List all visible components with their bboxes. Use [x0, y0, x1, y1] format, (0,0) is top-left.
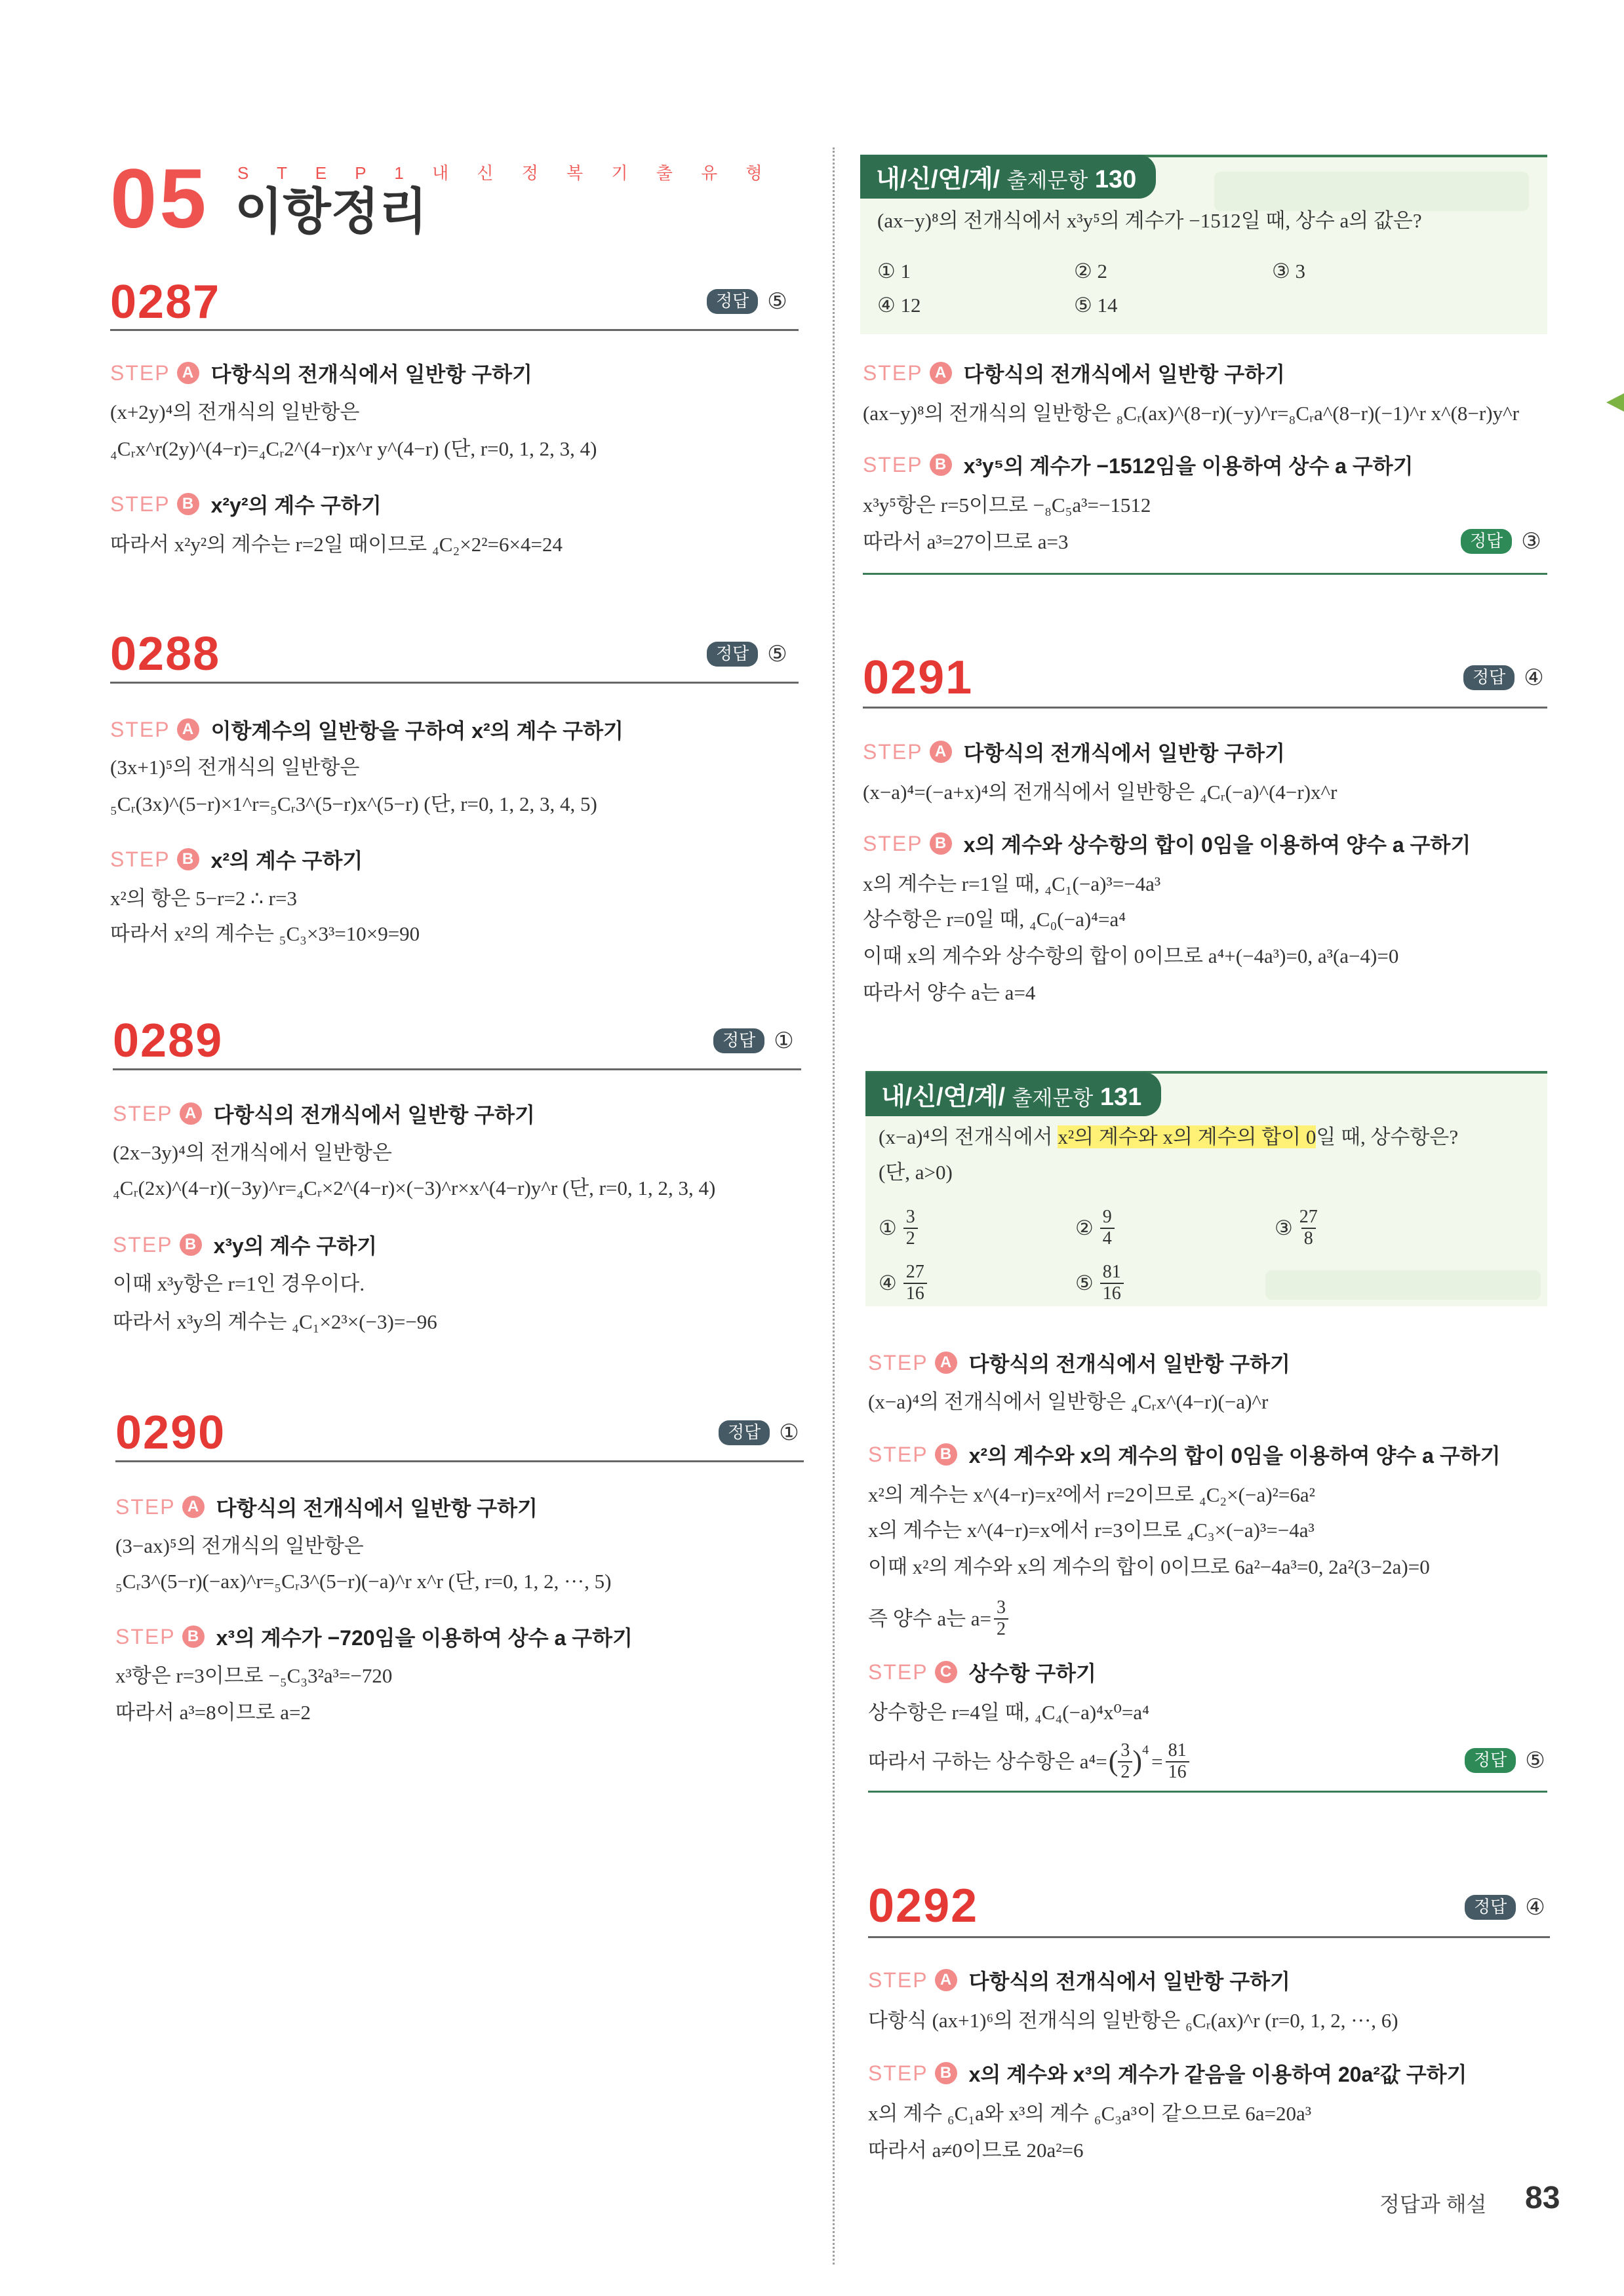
solution-line: (ax−y)⁸의 전개식의 일반항은 ₈Cᵣ(ax)^(8−r)(−y)^r=₈Cᵣa^(8−r)(−1)^r x^(8−r)y^r: [863, 402, 1519, 425]
answer-badge: 정답: [707, 289, 758, 313]
equals-sign: =: [1151, 1750, 1163, 1774]
solution-line: (3−ax)⁵의 전개식의 일반항은: [115, 1534, 364, 1557]
step-label: STEP: [863, 831, 923, 855]
choice-1: [879, 1207, 918, 1249]
question-text: (x−a)⁴의 전개식에서: [879, 1125, 1058, 1148]
solution-line: 이때 x의 계수와 상수항의 합이 0이므로 a⁴+(−4a³)=0, a³(a−4)=0: [863, 944, 1399, 967]
solution-line: 따라서 x³y의 계수는 ₄C₁×2³×(−3)=−96: [113, 1310, 437, 1333]
solution-line: (x+2y)⁴의 전개식의 일반항은: [110, 400, 360, 423]
step-a-0289: [113, 1099, 535, 1129]
solution-line: x의 계수는 x^(4−r)=x에서 r=3이므로 ₄C₃×(−a)³=−4a³: [868, 1519, 1315, 1542]
box-question-condition: (단, a>0): [879, 1161, 953, 1184]
solution-line: ₅Cᵣ(3x)^(5−r)×1^r=₅Cᵣ3^(5−r)x^(5−r) (단, r=0, 1, 2, 3, 4, 5): [110, 792, 597, 815]
step-label: STEP: [863, 739, 923, 764]
question-highlight: x²의 계수와 x의 계수의 합이 0: [1058, 1125, 1317, 1148]
choice-4: ④ 12: [877, 294, 921, 317]
answer-value: ⑤: [767, 642, 787, 667]
fraction: [994, 1598, 1008, 1640]
solution-line: 이때 x³y항은 r=1인 경우이다.: [113, 1272, 365, 1295]
choice-3: ③ 3: [1272, 260, 1306, 282]
solution-line: 상수항은 r=4일 때, ₄C₄(−a)⁴x⁰=a⁴: [868, 1701, 1149, 1724]
denominator: 2: [1118, 1761, 1132, 1783]
step-label: STEP: [868, 1350, 928, 1374]
answer-0291: [1463, 665, 1544, 691]
denominator: 16: [1166, 1761, 1189, 1783]
step-label: STEP: [113, 1101, 173, 1125]
step-label: STEP: [110, 492, 170, 516]
step-badge: A: [935, 1969, 957, 1991]
solution-line: 따라서 a≠0이므로 20a²=6: [868, 2139, 1084, 2162]
solution-line: x²의 항은 5−r=2 ∴ r=3: [110, 887, 297, 910]
choice-fraction: [1100, 1262, 1124, 1304]
step-title: 다항식의 전개식에서 일반항 구하기: [216, 1496, 538, 1520]
step-title: 다항식의 전개식에서 일반항 구하기: [963, 741, 1285, 765]
box-end-rule: [863, 573, 1547, 575]
step-title: 다항식의 전개식에서 일반항 구하기: [968, 1352, 1290, 1376]
step-badge: B: [182, 1625, 205, 1648]
solution-text: 따라서 구하는 상수항은 a⁴=: [868, 1750, 1107, 1774]
solution-line: (3x+1)⁵의 전개식의 일반항은: [110, 756, 360, 779]
box-tag-130: [860, 155, 1156, 199]
step-label: STEP: [110, 717, 170, 741]
page-tab-marker: [1606, 393, 1624, 412]
answer-badge: 정답: [707, 642, 758, 666]
solution-line: [868, 1598, 1008, 1640]
numerator: 3: [997, 1597, 1006, 1618]
box-tag-main: 내/신/연/계/: [876, 166, 1000, 193]
solution-line: [868, 1741, 1189, 1783]
solution-line: 다항식 (ax+1)⁶의 전개식의 일반항은 ₆Cᵣ(ax)^r (r=0, 1, 2, ···, 6): [868, 2009, 1398, 2032]
step-b-0292: [868, 2058, 1467, 2088]
step-title: x²y²의 계수 구하기: [210, 494, 382, 517]
step-a-131: [868, 1348, 1290, 1378]
step-badge: B: [930, 832, 952, 855]
question-text: 일 때, 상수항은?: [1316, 1125, 1459, 1148]
solution-line: ₅Cᵣ3^(5−r)(−ax)^r=₅Cᵣ3^(5−r)(−a)^r x^r (단, r=0, 1, 2, ···, 5): [115, 1570, 612, 1593]
step-title: x³y⁵의 계수가 −1512임을 이용하여 상수 a 구하기: [963, 454, 1414, 478]
problem-rule: [110, 682, 799, 684]
answer-value: ①: [774, 1028, 794, 1053]
answer-value: ④: [1525, 1895, 1545, 1920]
answer-0288: [707, 641, 787, 667]
choice-mark: ④: [879, 1271, 897, 1294]
step-label: STEP: [868, 1442, 928, 1466]
answer-0289: [713, 1028, 794, 1054]
solution-line: x의 계수는 r=1일 때, ₄C₁(−a)³=−4a³: [863, 872, 1161, 895]
numerator: 81: [1102, 1262, 1121, 1282]
numerator: 27: [905, 1262, 924, 1282]
step-c-131: [868, 1657, 1096, 1687]
step-badge: B: [930, 454, 952, 476]
box-tag-main: 내/신/연/계/: [881, 1083, 1006, 1111]
answer-badge: 정답: [1461, 529, 1512, 553]
chapter-title: 이항정리: [235, 184, 427, 240]
step-a-0291: [863, 737, 1285, 767]
box-tag-number: 130: [1094, 166, 1137, 193]
step-badge: A: [180, 1102, 202, 1125]
step-title: 다항식의 전개식에서 일반항 구하기: [963, 362, 1285, 386]
step-a-0290: [115, 1492, 538, 1522]
solution-line: ₄Cᵣ(2x)^(4−r)(−3y)^r=₄Cᵣ×2^(4−r)×(−3)^r×x^(4−r)y^r (단, r=0, 1, 2, 3, 4): [113, 1177, 716, 1199]
solution-line: ₄Cᵣx^r(2y)^(4−r)=₄Cᵣ2^(4−r)x^r y^(4−r) (단, r=0, 1, 2, 3, 4): [110, 437, 597, 460]
answer-0290: [719, 1420, 799, 1446]
answer-131: [1465, 1747, 1545, 1774]
step-badge: C: [935, 1661, 957, 1683]
denominator: 2: [994, 1618, 1008, 1640]
problem-rule: [113, 1068, 801, 1070]
choice-4: [879, 1262, 927, 1304]
step-title: 다항식의 전개식에서 일반항 구하기: [968, 1970, 1290, 1993]
choice-fraction: [1299, 1207, 1318, 1249]
box-tag-131: [865, 1072, 1161, 1116]
chapter-number: 05: [110, 152, 209, 246]
step-b-131: [868, 1439, 1501, 1469]
step-a-0287: [110, 358, 532, 388]
choice-mark: ②: [1075, 1216, 1094, 1239]
step-badge: A: [177, 718, 199, 741]
step-title: 이항계수의 일반항을 구하여 x²의 계수 구하기: [210, 719, 624, 743]
solution-line: x²의 계수는 x^(4−r)=x²에서 r=2이므로 ₄C₂×(−a)²=6a²: [868, 1483, 1315, 1506]
faded-background-panel: [1214, 172, 1529, 211]
problem-rule: [110, 329, 799, 331]
answer-badge: 정답: [719, 1420, 770, 1445]
answer-value: ①: [779, 1420, 799, 1445]
solution-line: x³y⁵항은 r=5이므로 −₈C₅a³=−1512: [863, 494, 1151, 516]
step-b-0289: [113, 1230, 377, 1260]
answer-badge: 정답: [1463, 665, 1515, 690]
problem-number-0290: 0290: [115, 1407, 226, 1459]
box-question: [879, 1125, 1458, 1149]
answer-value: ⑤: [767, 289, 787, 314]
step-badge: B: [177, 848, 199, 870]
answer-value: ③: [1521, 529, 1541, 554]
faded-background-panel: [1265, 1270, 1541, 1300]
step-title: 다항식의 전개식에서 일반항 구하기: [213, 1103, 535, 1127]
step-badge: B: [935, 2062, 957, 2084]
answer-0292: [1465, 1894, 1545, 1920]
solution-line: x³항은 r=3이므로 −₅C₃3²a³=−720: [115, 1664, 393, 1687]
problem-rule: [863, 707, 1547, 709]
fraction: [1118, 1741, 1132, 1783]
numerator: 9: [1102, 1207, 1112, 1227]
box-tag-sub: 출제문항: [1012, 1086, 1094, 1110]
answer-0287: [707, 288, 787, 315]
answer-130: [1461, 528, 1541, 555]
solution-line: 따라서 a³=8이므로 a=2: [115, 1701, 311, 1724]
solution-line: (2x−3y)⁴의 전개식에서 일반항은: [113, 1141, 392, 1164]
solution-text: 즉 양수 a는 a=: [868, 1607, 992, 1631]
step-a-0288: [110, 714, 624, 745]
step-title: x³의 계수가 −720임을 이용하여 상수 a 구하기: [216, 1626, 633, 1650]
choice-2: [1075, 1207, 1115, 1249]
step-title: x³y의 계수 구하기: [213, 1234, 378, 1258]
page-number: 83: [1525, 2181, 1560, 2215]
step-label: STEP: [863, 360, 923, 385]
box-question: (ax−y)⁸의 전개식에서 x³y⁵의 계수가 −1512일 때, 상수 a의 값은?: [877, 209, 1422, 232]
step-label: STEP: [113, 1232, 173, 1256]
step-title: x의 계수와 상수항의 합이 0임을 이용하여 양수 a 구하기: [963, 833, 1471, 857]
box-end-rule: [868, 1791, 1547, 1793]
step-badge: A: [182, 1496, 205, 1518]
step-badge: A: [935, 1352, 957, 1374]
step-label: STEP: [868, 2061, 928, 2085]
denominator: 16: [903, 1283, 927, 1304]
paren-close: ): [1132, 1745, 1143, 1778]
answer-value: ④: [1524, 665, 1544, 690]
solution-line: 상수항은 r=0일 때, ₄C₀(−a)⁴=a⁴: [863, 908, 1126, 931]
step-b-0287: [110, 489, 382, 519]
step-badge: B: [180, 1234, 202, 1256]
denominator: 2: [903, 1228, 918, 1249]
step-title: x²의 계수 구하기: [210, 849, 363, 872]
answer-badge: 정답: [1465, 1895, 1516, 1919]
problem-rule: [868, 1936, 1550, 1938]
chapter-step-label: S T E P 1 내 신 정 복 기 출 유 형: [237, 163, 774, 183]
numerator: 27: [1299, 1207, 1318, 1227]
choice-3: [1275, 1207, 1318, 1249]
problem-number-0292: 0292: [868, 1880, 979, 1932]
numerator: 3: [1120, 1740, 1130, 1761]
step-badge: B: [935, 1443, 957, 1466]
problem-number-0291: 0291: [863, 652, 974, 704]
paren-open: (: [1108, 1745, 1119, 1778]
step-a-130: [863, 358, 1285, 388]
step-label: STEP: [863, 452, 923, 477]
step-label: STEP: [115, 1494, 176, 1519]
choice-fraction: [903, 1207, 918, 1249]
solution-line: 따라서 a³=27이므로 a=3: [863, 530, 1069, 553]
answer-value: ⑤: [1525, 1748, 1545, 1773]
choice-2: ② 2: [1074, 260, 1108, 282]
problem-number-0289: 0289: [113, 1015, 224, 1067]
step-title: x²의 계수와 x의 계수의 합이 0임을 이용하여 양수 a 구하기: [968, 1444, 1501, 1468]
choice-1: ① 1: [877, 260, 911, 282]
step-title: 다항식의 전개식에서 일반항 구하기: [210, 362, 532, 386]
step-label: STEP: [868, 1968, 928, 1992]
problem-rule: [115, 1460, 804, 1462]
choice-5: ⑤ 14: [1074, 294, 1118, 317]
problem-number-0288: 0288: [110, 628, 221, 680]
denominator: 8: [1301, 1228, 1316, 1249]
step-badge: A: [177, 362, 199, 384]
solution-line: 따라서 x²의 계수는 ₅C₃×3³=10×9=90: [110, 922, 420, 945]
step-label: STEP: [110, 360, 170, 385]
step-label: STEP: [115, 1624, 176, 1648]
solution-line: 따라서 양수 a는 a=4: [863, 981, 1036, 1004]
fraction: [1166, 1741, 1189, 1783]
step-badge: A: [930, 362, 952, 384]
numerator: 3: [905, 1207, 915, 1227]
solution-line: 이때 x²의 계수와 x의 계수의 합이 0이므로 6a²−4a³=0, 2a²(3−2a)=0: [868, 1555, 1430, 1578]
choice-mark: ⑤: [1075, 1271, 1094, 1294]
numerator: 81: [1168, 1740, 1187, 1761]
box-tag-number: 131: [1099, 1083, 1142, 1111]
choice-5: [1075, 1262, 1124, 1304]
step-badge: A: [930, 741, 952, 763]
step-title: 상수항 구하기: [968, 1662, 1096, 1685]
choice-mark: ③: [1275, 1216, 1293, 1239]
denominator: 16: [1100, 1283, 1124, 1304]
step-b-130: [863, 450, 1414, 480]
solution-line: 따라서 x²y²의 계수는 r=2일 때이므로 ₄C₂×2²=6×4=24: [110, 533, 563, 556]
box-tag-sub: 출제문항: [1006, 168, 1088, 192]
solution-line: (x−a)⁴=(−a+x)⁴의 전개식에서 일반항은 ₄Cᵣ(−a)^(4−r)x^r: [863, 781, 1337, 804]
step-a-0292: [868, 1965, 1290, 1995]
step-title: x의 계수와 x³의 계수가 같음을 이용하여 20a²값 구하기: [968, 2063, 1467, 2086]
problem-number-0287: 0287: [110, 276, 221, 328]
solution-line: x의 계수 ₆C₁a와 x³의 계수 ₆C₃a³이 같으므로 6a=20a³: [868, 2102, 1312, 2125]
step-label: STEP: [110, 847, 170, 871]
choice-mark: ①: [879, 1216, 897, 1239]
answer-badge: 정답: [713, 1028, 764, 1053]
step-b-0291: [863, 828, 1471, 859]
denominator: 4: [1100, 1228, 1115, 1249]
choice-fraction: [903, 1262, 927, 1304]
step-b-0288: [110, 844, 363, 874]
step-badge: B: [177, 493, 199, 515]
choice-fraction: [1100, 1207, 1115, 1249]
column-divider: [833, 147, 835, 2265]
answer-badge: 정답: [1465, 1748, 1516, 1772]
step-label: STEP: [868, 1660, 928, 1684]
solution-line: (x−a)⁴의 전개식에서 일반항은 ₄Cᵣx^(4−r)(−a)^r: [868, 1390, 1269, 1413]
footer-label: 정답과 해설: [1379, 2192, 1487, 2216]
exponent: 4: [1142, 1743, 1149, 1757]
step-b-0290: [115, 1622, 633, 1652]
